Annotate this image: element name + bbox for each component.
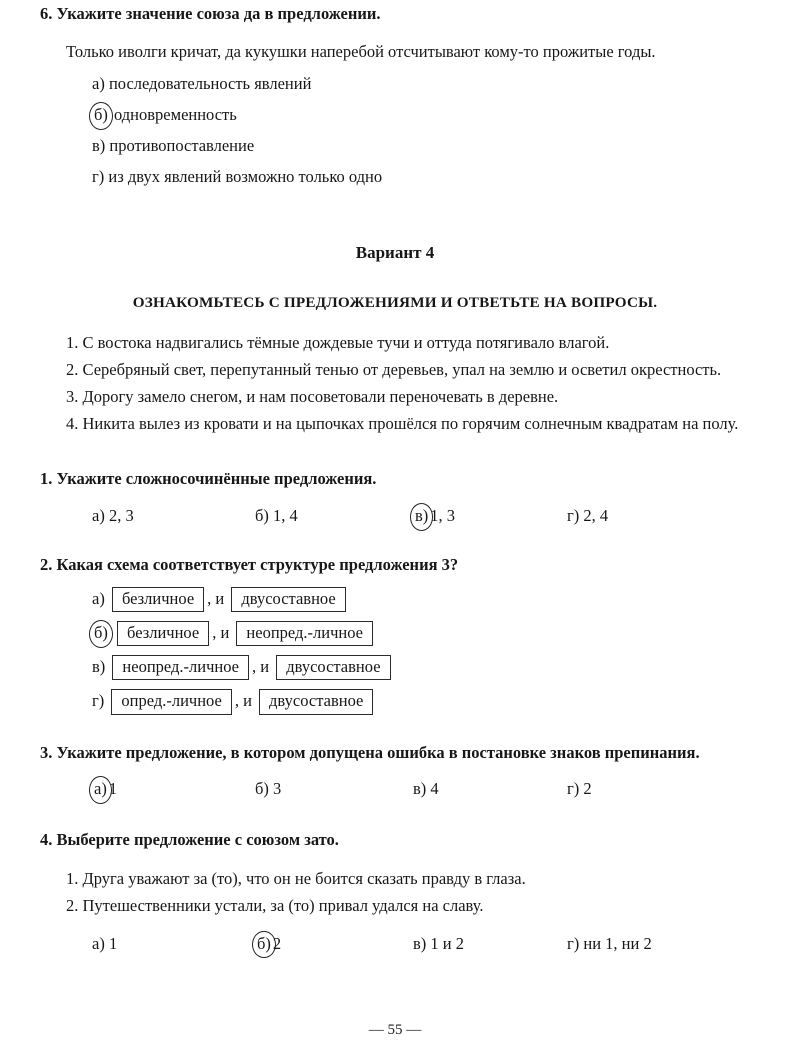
option-letter: в) — [92, 136, 106, 156]
question-4-options — [92, 932, 750, 957]
numbered-sentence: 4. Никита вылез из кровати и на цыпочках прошёлся по горячим солнечным квадратам на полу. — [66, 413, 739, 433]
scheme-connector: , и — [234, 691, 252, 711]
option — [92, 777, 255, 802]
option-text: 1, 3 — [430, 506, 456, 526]
option-letter: б) — [255, 506, 269, 526]
option-text: 2 — [272, 933, 282, 953]
numbered-sentence: 3. Дорогу замело снегом, и нам посоветовали переночевать в деревне. — [66, 386, 559, 406]
option-text: из двух явлений возможно только одно — [108, 167, 383, 187]
option — [92, 165, 750, 190]
question-6-example-sentence: Только иволги кричат, да кукушки наперебой отсчитывают кому-то прожитые годы. — [66, 41, 656, 61]
numbered-sentence: 1. С востока надвигались тёмные дождевые тучи и оттуда потягивало влагой. — [66, 333, 610, 353]
scheme-connector: , и — [212, 622, 230, 642]
option-text: ни 1, ни 2 — [583, 933, 652, 953]
option-text: 3 — [273, 779, 282, 799]
scheme-connector: , и — [252, 657, 270, 677]
option-text: 1 — [108, 779, 118, 799]
option-letter: а) — [92, 506, 105, 526]
question-3-options — [92, 777, 750, 802]
question-4 — [40, 802, 750, 956]
question-1-options — [92, 504, 750, 529]
scheme-option — [92, 587, 750, 612]
option-letter: г) — [567, 506, 580, 526]
option-letter: а) — [92, 933, 105, 953]
scheme-box: двусоставное — [259, 689, 373, 714]
variant-section — [40, 190, 750, 437]
option-letter: б) — [252, 931, 276, 959]
option-letter: г) — [92, 691, 105, 711]
option — [413, 777, 567, 802]
question-6-options — [92, 72, 750, 191]
scheme-box: безличное — [117, 621, 209, 646]
option-text: 1 и 2 — [430, 933, 465, 953]
option-letter: г) — [92, 167, 105, 187]
scheme-option — [92, 655, 750, 680]
option — [92, 72, 750, 97]
option-letter: в) — [413, 933, 427, 953]
option-letter: в) — [92, 657, 106, 677]
numbered-sentence: 1. Друга уважают за (то), что он не боится сказать правду в глаза. — [66, 868, 526, 888]
option — [567, 504, 750, 529]
scheme-box: безличное — [112, 587, 204, 612]
question-4-title: 4. Выберите предложение с союзом зато. — [40, 830, 339, 850]
scheme-option — [92, 689, 750, 714]
variant-title: Вариант 4 — [355, 243, 435, 263]
option — [413, 932, 567, 957]
option — [413, 504, 567, 529]
option-letter: б) — [89, 620, 113, 648]
numbered-sentence: 2. Серебряный свет, перепутанный тенью от деревьев, упал на землю и осветил окрестность. — [66, 360, 722, 380]
option — [255, 504, 413, 529]
option-text: последовательность явлений — [108, 73, 312, 93]
numbered-sentences — [40, 330, 750, 437]
scheme-box: двусоставное — [276, 655, 390, 680]
option-text: 4 — [430, 779, 439, 799]
option-letter: б) — [89, 102, 113, 130]
option-letter: в) — [410, 503, 433, 531]
question-1-title: 1. Укажите сложносочинённые предложения. — [40, 469, 377, 489]
option-letter: а) — [92, 73, 105, 93]
question-3 — [40, 715, 750, 803]
option-letter: а) — [92, 588, 105, 608]
option-letter: б) — [255, 779, 269, 799]
question-3-title: 3. Укажите предложение, в котором допущена ошибка в постановке знаков препинания. — [40, 742, 700, 762]
option-letter: а) — [89, 776, 112, 804]
option — [92, 134, 750, 159]
option — [255, 932, 413, 957]
option-letter: г) — [567, 779, 580, 799]
question-1 — [40, 437, 750, 529]
option — [92, 504, 255, 529]
option-text: 1 — [108, 933, 118, 953]
option-letter: г) — [567, 933, 580, 953]
question-6 — [40, 2, 750, 190]
variant-instruction: ОЗНАКОМЬТЕСЬ С ПРЕДЛОЖЕНИЯМИ И ОТВЕТЬТЕ НА ВОПРОСЫ. — [132, 293, 658, 311]
option — [567, 932, 750, 957]
scheme-option — [92, 621, 750, 646]
scheme-box: неопред.-личное — [236, 621, 373, 646]
scheme-connector: , и — [207, 588, 225, 608]
question-2 — [40, 529, 750, 715]
option — [92, 932, 255, 957]
option-letter: в) — [413, 779, 427, 799]
option — [92, 103, 750, 128]
option-text: одновременность — [114, 104, 237, 124]
option — [567, 777, 750, 802]
option-text: 1, 4 — [273, 506, 298, 526]
option-text: 2, 3 — [108, 506, 134, 526]
option-text: противопоставление — [109, 136, 255, 156]
page-number: — 55 — — [368, 1021, 422, 1038]
option-text: 2 — [583, 779, 592, 799]
question-6-title: 6. Укажите значение союза да в предложении. — [40, 4, 381, 23]
question-4-sentences — [66, 865, 750, 920]
scheme-box: неопред.-личное — [112, 655, 249, 680]
numbered-sentence: 2. Путешественники устали, за (то) привал удался на славу. — [66, 896, 484, 916]
option — [255, 777, 413, 802]
scheme-box: двусоставное — [231, 587, 345, 612]
option-text: 2, 4 — [583, 506, 609, 526]
scheme-box: опред.-личное — [111, 689, 231, 714]
question-2-title: 2. Какая схема соответствует структуре предложения 3? — [40, 554, 459, 574]
